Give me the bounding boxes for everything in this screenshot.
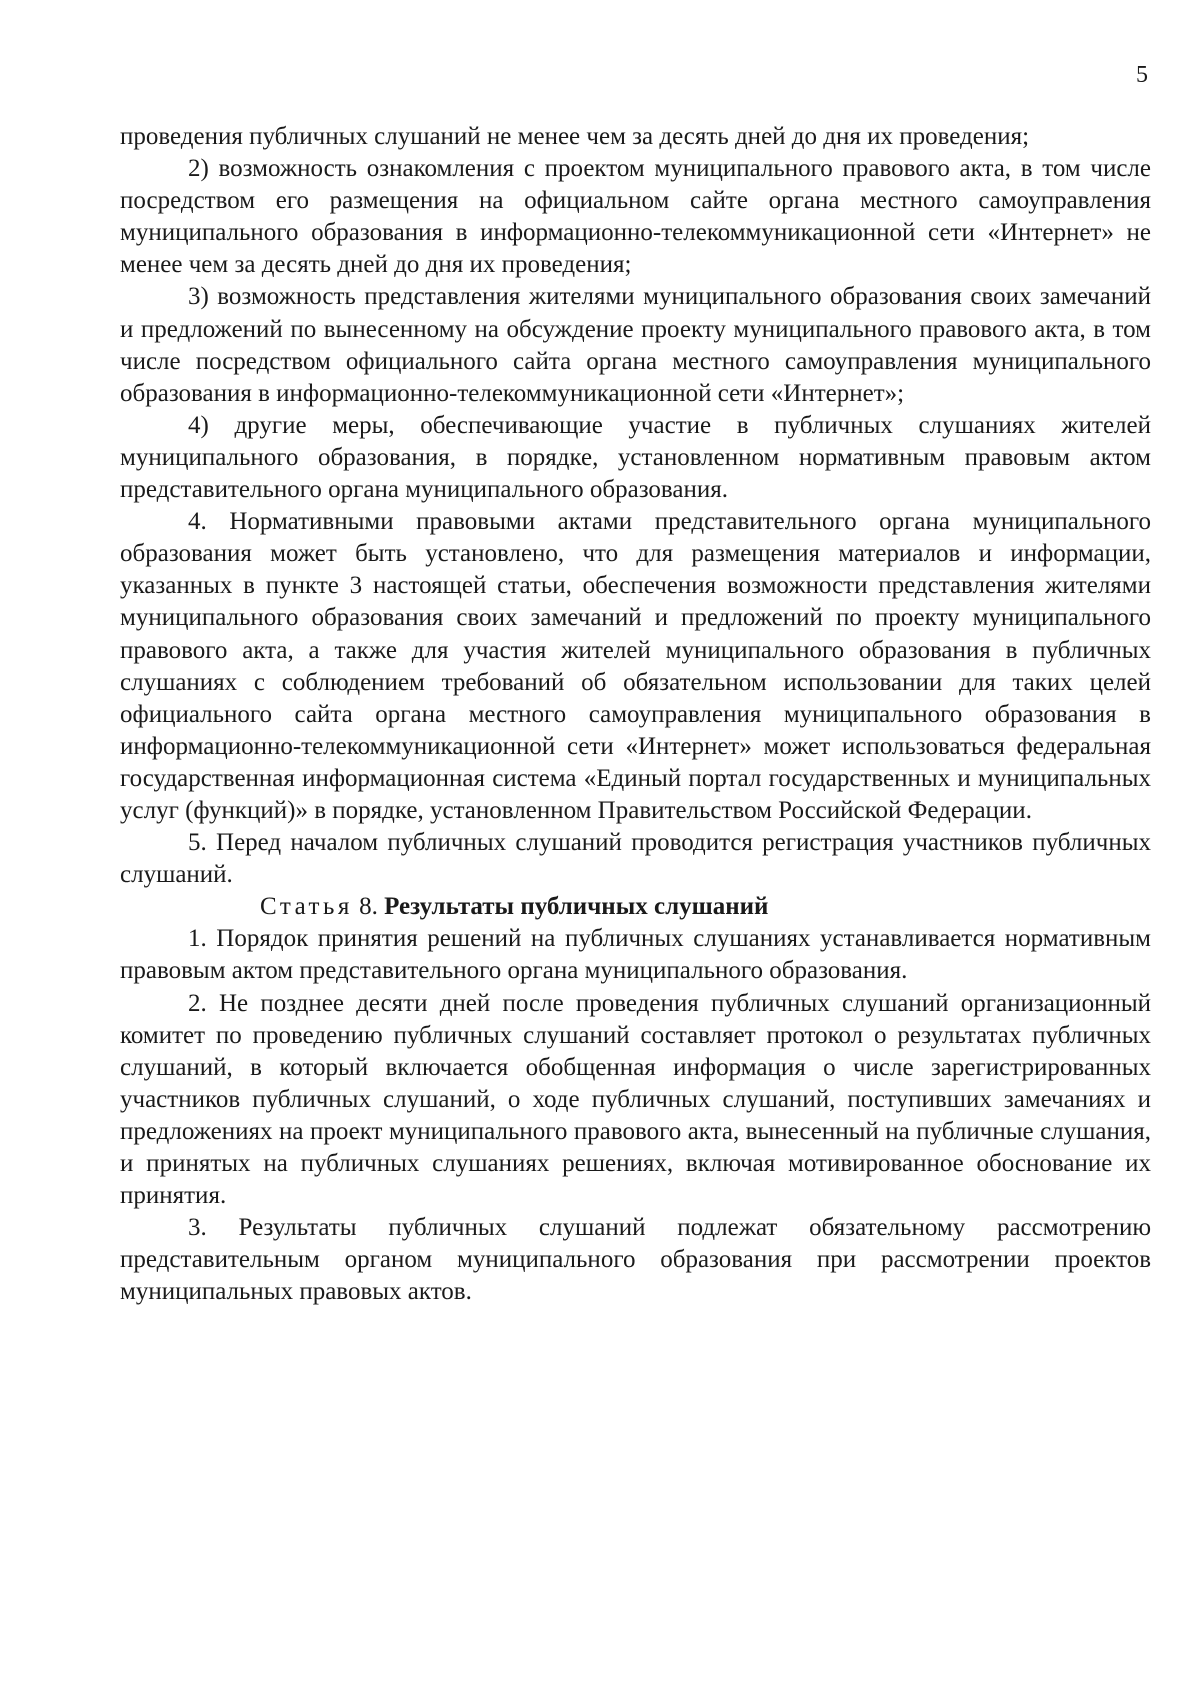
document-body — [120, 121, 1151, 1308]
paragraph-item-3: 3) возможность представления жителями муниципального образования своих замечаний и предложений по вынесенному на обсуждение проекту муниципального правового акта, в том числе посредством официального сайта органа местного самоуправления муниципального образования в информационно-телекоммуникационной сети «Интернет»; — [120, 283, 1151, 407]
article-8-paragraph-3: 3. Результаты публичных слушаний подлежат обязательному рассмотрению представительным органом муниципального образования при рассмотрении проектов муниципальных правовых актов. — [120, 1214, 1151, 1306]
paragraph-item-2: 2) возможность ознакомления с проектом муниципального правового акта, в том числе посредством его размещения на официальном сайте органа местного самоуправления муниципального образования в информационно-телекоммуникационной сети «Интернет» не менее чем за десять дней до дня их проведения; — [120, 155, 1151, 279]
page-number: 5 — [1136, 62, 1148, 88]
paragraph-continuation: проведения публичных слушаний не менее чем за десять дней до дня их проведения; — [120, 123, 1030, 150]
article-8-heading — [120, 891, 1151, 923]
paragraph-clause-5: 5. Перед началом публичных слушаний проводится регистрация участников публичных слушаний. — [120, 829, 1151, 889]
article-title: Результаты публичных слушаний — [384, 893, 769, 921]
paragraph-item-4: 4) другие меры, обеспечивающие участие в публичных слушаниях жителей муниципального образования, в порядке, установленном нормативным правовым актом представительного органа муниципального образования. — [120, 411, 1151, 504]
paragraph-clause-4: 4. Нормативными правовыми актами представительного органа муниципального образования может быть установлено, что для размещения материалов и информации, указанных в пункте 3 настоящей статьи, обеспечения возможности представления жителями муниципального образования своих замечаний и предложений по проекту муниципального правового акта, а также для участия жителей муниципального образования в публичных слушаниях с соблюдением требований об обязательном использовании для таких целей официального сайта органа местного самоуправления муниципального образования в информационно-телекоммуникационной сети «Интернет» может использоваться федеральная государственная информационная система «Единый портал государственных и муниципальных услуг (функций)» в порядке, установленном Правительством Российской Федерации. — [120, 508, 1151, 824]
article-number: 8. — [359, 893, 378, 921]
article-8-paragraph-1: 1. Порядок принятия решений на публичных слушаниях устанавливается нормативным правовым актом представительного органа муниципального образования. — [120, 925, 1151, 985]
article-8-paragraph-2: 2. Не позднее десяти дней после проведения публичных слушаний организационный комитет по проведению публичных слушаний составляет протокол о результатах публичных слушаний, в который включается обобщенная информация о числе зарегистрированных участников публичных слушаний, о ходе публичных слушаний, поступивших замечаниях и предложениях на проект муниципального правового акта, вынесенный на публичные слушания, и принятых на публичных слушаниях решениях, включая мотивированное обоснование их принятия. — [120, 989, 1151, 1210]
article-word: Статья — [260, 893, 353, 921]
